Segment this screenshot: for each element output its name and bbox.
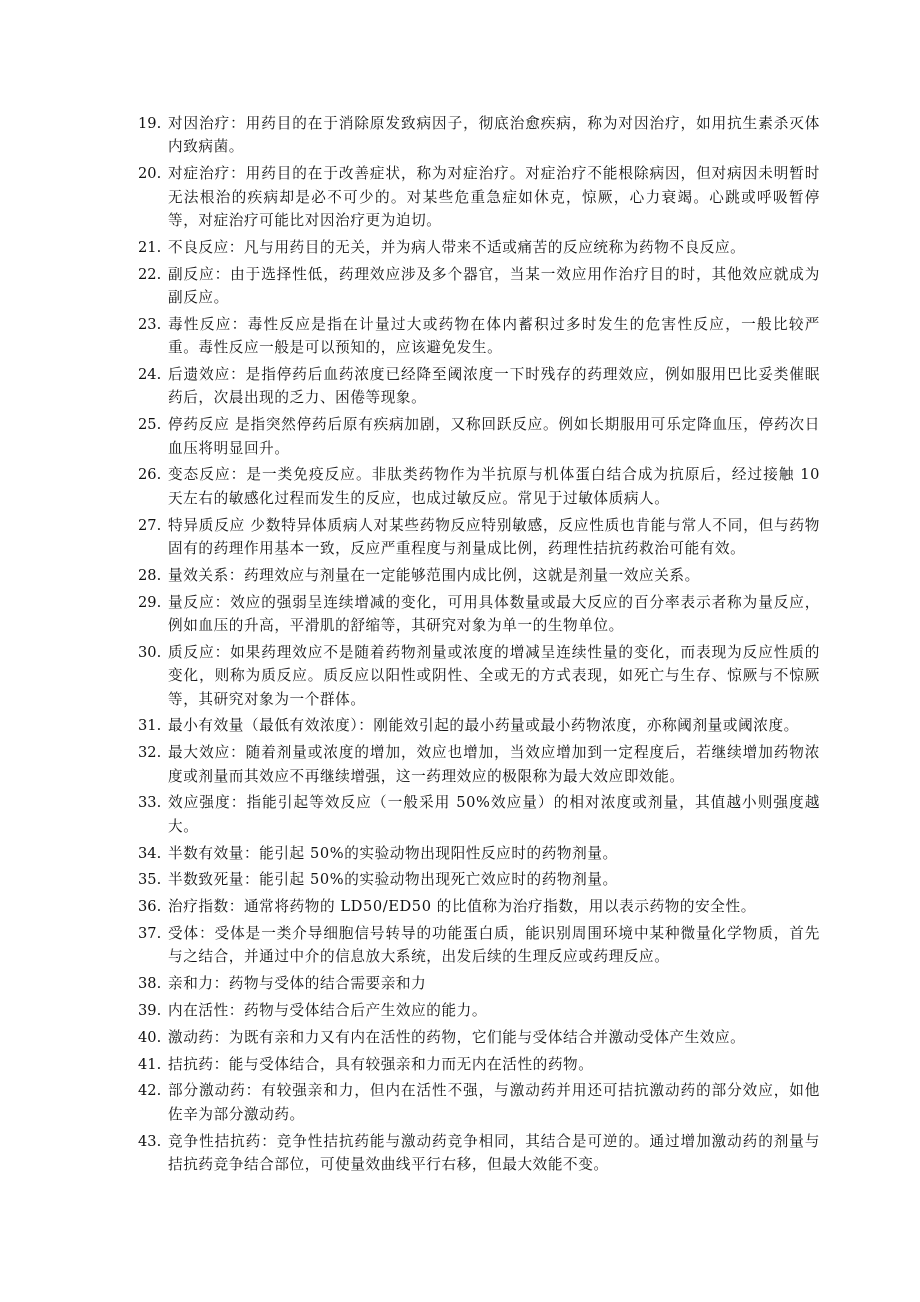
item-number: 29. [138,593,162,611]
item-text: 部分激动药：有较强亲和力，但内在活性不强，与激动药并用还可拮抗激动药的部分效应，如他佐辛为部分激动药。 [168,1082,820,1123]
item-text: 最大效应：随着剂量或浓度的增加，效应也增加，当效应增加到一定程度后，若继续增加药物浓度或剂量而其效应不再继续增强，这一药理效应的极限称为最大效应即效能。 [168,744,820,785]
item-number: 38. [138,975,162,993]
definition-item [138,1130,820,1177]
item-text: 受体：受体是一类介导细胞信号转导的功能蛋白质，能识别周围环境中某种微量化学物质，首先与之结合，并通过中介的信息放大系统，出发后续的生理反应或药理反应。 [168,925,820,966]
item-text: 后遗效应：是指停药后血药浓度已经降至阈浓度一下时残存的药理效应，例如服用巴比妥类催眠药后，次晨出现的乏力、困倦等现象。 [168,366,820,407]
definition-item [138,791,820,838]
item-number: 36. [138,898,162,916]
item-number: 37. [138,925,162,943]
item-text: 不良反应：凡与用药目的无关，并为病人带来不适或痛苦的反应统称为药物不良反应。 [168,238,746,256]
definition-item [138,641,820,711]
item-number: 24. [138,366,162,384]
item-text: 拮抗药：能与受体结合，具有较强亲和力而无内在活性的药物。 [168,1055,594,1073]
item-text: 竞争性拮抗药：竞争性拮抗药能与激动药竞争相同，其结合是可逆的。通过增加激动药的剂量与拮抗药竞争结合部位，可使量效曲线平行右移，但最大效能不变。 [168,1132,820,1174]
item-text: 变态反应：是一类免疫反应。非肽类药物作为半抗原与机体蛋白结合成为抗原后，经过接触 10 天左右的敏感化过程而发生的反应，也成过敏反应。常见于过敏体质病人。 [168,466,820,507]
item-number: 19. [138,115,162,132]
item-number: 28. [138,566,162,584]
item-number: 25. [138,416,162,434]
item-text: 治疗指数：通常将药物的 LD50/ED50 的比值称为治疗指数，用以表示药物的安全性。 [168,898,756,916]
definition-list [138,112,820,1176]
definition-item [138,999,820,1022]
item-number: 32. [138,744,162,762]
item-number: 26. [138,466,162,484]
definition-item [138,263,820,310]
definition-item [138,895,820,918]
item-text: 质反应：如果药理效应不是随着药物剂量或浓度的增减呈连续性量的变化，而表现为反应性质的变化，则称为质反应。质反应以阳性或阴性、全或无的方式表现，如死亡与生存、惊厥与不惊厥等，其研究对象为一个群体。 [168,643,820,708]
definition-item [138,868,820,891]
item-text: 停药反应 是指突然停药后原有疾病加剧，又称回跃反应。例如长期服用可乐定降血压，停药次日血压将明显回升。 [168,416,820,457]
item-text: 量效关系：药理效应与剂量在一定能够范围内成比例，这就是剂量一效应关系。 [168,566,700,584]
item-number: 41. [138,1055,162,1073]
definition-item [138,1026,820,1049]
item-number: 34. [138,844,162,862]
item-text: 半数有效量：能引起 50%的实验动物出现阳性反应时的药物剂量。 [168,844,618,862]
item-text: 最小有效量（最低有效浓度）：刚能效引起的最小药量或最小药物浓度，亦称阈剂量或阈浓度。 [168,717,799,735]
definition-item [138,591,820,638]
item-text: 激动药：为既有亲和力又有内在活性的药物，它们能与受体结合并激动受体产生效应。 [168,1028,746,1046]
item-text: 特异质反应 少数特异体质病人对某些药物反应特别敏感，反应性质也肯能与常人不同，但与药物固有的药理作用基本一致，反应严重程度与剂量成比例，药理性拮抗药救治可能有效。 [168,516,820,558]
item-number: 31. [138,717,162,735]
item-text: 副反应：由于选择性低，药理效应涉及多个器官，当某一效应用作治疗目的时，其他效应就成为副反应。 [168,265,820,307]
item-text: 内在活性：药物与受体结合后产生效应的能力。 [168,1002,488,1020]
definition-item [138,514,820,561]
item-number: 23. [138,315,162,333]
item-text: 亲和力：药物与受体的结合需要亲和力 [168,975,427,993]
item-text: 对因治疗：用药目的在于消除原发致病因子，彻底治愈疾病，称为对因治疗，如用抗生素杀灭体内致病菌。 [168,115,820,156]
item-number: 27. [138,516,162,534]
item-number: 40. [138,1028,162,1046]
definition-item [138,1079,820,1126]
definition-item [138,972,820,995]
item-number: 30. [138,643,162,661]
definition-item [138,714,820,737]
definition-item [138,313,820,360]
definition-item [138,363,820,410]
definition-item [138,236,820,259]
definition-item [138,564,820,587]
item-number: 20. [138,165,162,183]
definition-item [138,741,820,788]
item-text: 对症治疗：用药目的在于改善症状，称为对症治疗。对症治疗不能根除病因，但对病因未明暂时无法根治的疾病却是必不可少的。对某些危重急症如休克，惊厥，心力衰竭。心跳或呼吸暂停等，对症治疗可能比对因治疗更为迫切。 [168,165,820,230]
item-number: 39. [138,1002,162,1020]
definition-item [138,1053,820,1076]
definition-item [138,413,820,460]
item-text: 效应强度：指能引起等效反应（一般采用 50%效应量）的相对浓度或剂量，其值越小则强度越大。 [168,794,820,835]
definition-item [138,112,820,159]
item-number: 33. [138,794,162,812]
item-number: 42. [138,1082,162,1100]
definition-item [138,922,820,969]
definition-item [138,162,820,232]
item-number: 35. [138,871,162,889]
definition-item [138,463,820,510]
item-number: 22. [138,265,162,283]
item-number: 21. [138,238,162,256]
definition-item [138,842,820,865]
item-text: 毒性反应：毒性反应是指在计量过大或药物在体内蓄积过多时发生的危害性反应，一般比较严重。毒性反应一般是可以预知的，应该避免发生。 [168,315,820,357]
item-number: 43. [138,1132,162,1150]
item-text: 量反应：效应的强弱呈连续增减的变化，可用具体数量或最大反应的百分率表示者称为量反应，例如血压的升高，平滑肌的舒缩等，其研究对象为单一的生物单位。 [168,593,820,635]
item-text: 半数致死量：能引起 50%的实验动物出现死亡效应时的药物剂量。 [168,871,618,889]
